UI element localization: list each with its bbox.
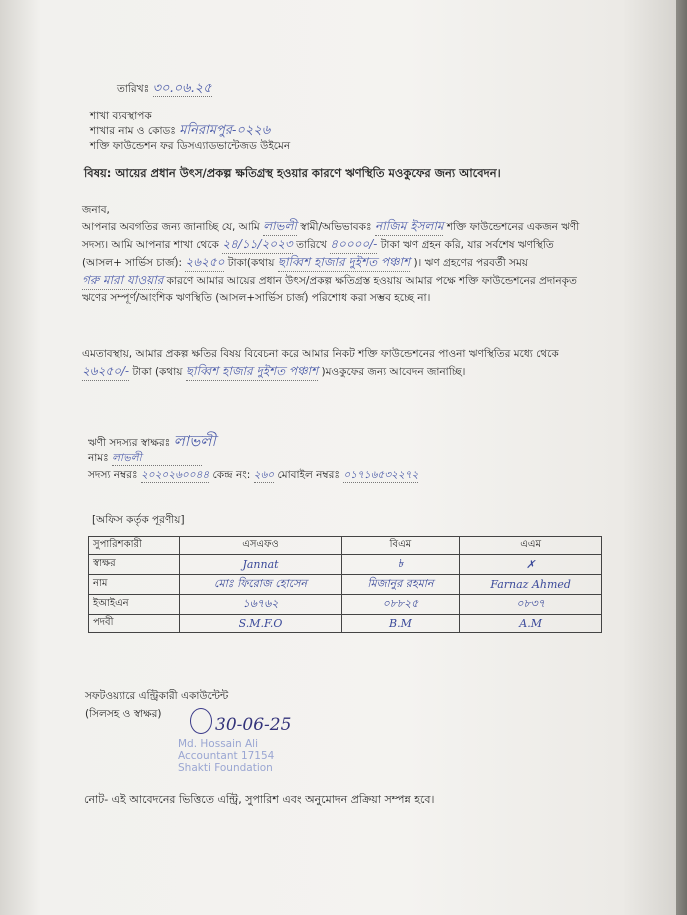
accountant-seal	[178, 738, 274, 774]
table-cell: ০৮৮২৫	[341, 595, 460, 615]
loan-amount-hw: ৪০০০০/-	[330, 236, 377, 254]
table-cell: A.M	[460, 615, 602, 633]
guardian-name-hw: নাজিম ইসলাম	[375, 218, 444, 236]
seal-line: Shakti Foundation	[178, 762, 273, 774]
member-id-line	[88, 468, 418, 483]
addressee-title: শাখা ব্যবস্থাপক	[90, 110, 152, 122]
office-recommendation-table	[88, 536, 602, 633]
date-label: তারিখঃ	[117, 83, 150, 95]
table-header: এসএফও	[180, 537, 341, 555]
entry-date: 30-06-25	[215, 715, 292, 735]
branch-value: মনিরামপুর-০২২৬	[179, 123, 271, 138]
member-name-label: নামঃ	[88, 452, 109, 464]
table-header: সুপারিশকারী	[89, 537, 180, 555]
center-number: ২৬০	[253, 469, 275, 481]
text-segment: শক্তি ফাউন্ডেশনের একজন ঋণী সদস্য। আমি আপনার শাখা থেকে	[82, 221, 580, 251]
branch-line	[90, 124, 270, 138]
member-name-line	[88, 451, 202, 466]
subject-line: বিষয়: আয়ের প্রধান উৎস/প্রকল্প ক্ষতিগ্রস্থ হওয়ার কারণে ঋণস্থিতি মওকুফের জন্য আবেদন।	[84, 166, 501, 180]
table-header: এএম	[460, 537, 602, 555]
footer-note: নোট- এই আবেদনের ভিত্তিতে এন্ট্রি, সুপারিশ এবং অনুমোদন প্রক্রিয়া সম্পন্ন হবে।	[84, 793, 435, 806]
table-cell: ০৮৩৭	[460, 595, 602, 615]
background-edge	[676, 0, 687, 915]
organization-name: শক্তি ফাউন্ডেশন ফর ডিসএ্যাডভান্টেজড উইমেন	[90, 140, 291, 152]
member-signature: লাভলী	[173, 432, 216, 450]
balance-hw: ২৬২৫০	[185, 254, 224, 272]
application-paragraph-2	[82, 346, 582, 381]
text-segment: এমতাবস্থায়, আমার প্রকল্প ক্ষতির বিষয় বিবেচনা করে আমার নিকট শক্তি ফাউন্ডেশনের পাওনা ঋণস্থিতির মধ্যে থেকে	[82, 348, 559, 360]
text-segment: কারণে আমার আয়ের প্রধান উৎস/প্রকল্প ক্ষতিগ্রস্ত হওয়ায় আমার পক্ষে শক্তি ফাউন্ডেশনের প্রদানকৃত ঋণের সম্পূর্ণ/আংশিক ঋণস্থিতি (আসল+সার্ভিস চার্জ) পরিশোধ করা সম্ভব হচ্ছে না।	[82, 275, 577, 304]
text-segment: )মওকুফের জন্য আবেদন জানাচ্ছি।	[321, 366, 466, 378]
member-id-label: সদস্য নম্বরঃ	[88, 469, 138, 481]
table-row	[89, 555, 602, 575]
table-cell: ৳	[341, 555, 460, 575]
table-cell: ১৬৭৬২	[180, 595, 341, 615]
member-name: লাভলী	[112, 451, 202, 466]
member-id: ২০২০২৬০০৪৪	[140, 469, 210, 481]
text-segment: তারিখে	[296, 239, 327, 251]
text-segment: )। ঋণ গ্রহণের পরবর্তী সময়	[413, 257, 528, 269]
table-cell: মোঃ ফিরোজ হোসেন	[180, 575, 341, 595]
seal-line: Md. Hossain Ali	[178, 738, 259, 750]
table-header: বিএম	[341, 537, 460, 555]
row-label: ইআইএন	[89, 595, 180, 615]
applicant-name-hw: লাভলী	[263, 218, 297, 236]
office-caption: [অফিস কর্তৃক পূরণীয়]	[92, 514, 185, 526]
accountant-title: সফটওয়্যারে এন্ট্রিকারী একাউন্টেন্ট	[85, 690, 229, 702]
text-segment: টাকা ঋণ গ্রহন করি, যার সর্বশেষ ঋণস্থিতি (আসল+ সার্ভিস চার্জ):	[82, 239, 554, 269]
mobile-number: ০১৭১৬৫৩২২৭২	[343, 469, 419, 481]
row-label: নাম	[89, 575, 180, 595]
mobile-label: মোবাইল নম্বরঃ	[277, 469, 340, 481]
seal-stamp-icon	[190, 708, 212, 734]
salutation: জনাব,	[82, 204, 110, 216]
table-cell: Farnaz Ahmed	[460, 575, 602, 595]
date-value: ৩০.০৬.২৫	[152, 81, 212, 96]
text-segment: আপনার অবগতির জন্য জানাচ্ছি যে, আমি	[82, 221, 260, 233]
table-row	[89, 595, 602, 615]
text-segment: টাকা (কথায়	[132, 366, 183, 378]
center-label: কেন্দ্র নং:	[212, 469, 251, 481]
table-header-row	[89, 537, 602, 555]
date-line	[117, 82, 212, 97]
seal-line: Accountant 17154	[178, 750, 275, 762]
branch-label: শাখার নাম ও কোডঃ	[90, 125, 176, 137]
member-signature-line	[88, 434, 216, 450]
table-cell: B.M	[341, 615, 460, 633]
accountant-seal-note: (সিলসহ ও স্বাক্ষর)	[85, 708, 162, 720]
table-row	[89, 615, 602, 633]
table-cell: S.M.F.O	[180, 615, 341, 633]
waiver-amount-hw: ২৬২৫০/-	[82, 363, 129, 381]
table-row	[89, 575, 602, 595]
loan-date-hw: ২৪/১১/২০২৩	[222, 236, 292, 254]
text-segment: টাকা(কথায়	[227, 257, 275, 269]
row-label: স্বাক্ষর	[89, 555, 180, 575]
table-cell: ✗	[460, 555, 602, 575]
waiver-words-hw: ছাব্বিশ হাজার দুইশত পঞ্চাশ	[186, 363, 318, 381]
text-segment: স্বামী/অভিভাবকঃ	[300, 221, 372, 233]
row-label: পদবী	[89, 615, 180, 633]
reason-hw: গরু মারা যাওয়ার	[82, 272, 163, 290]
balance-words-hw: ছাব্বিশ হাজার দুইশত পঞ্চাশ	[278, 254, 410, 272]
table-cell: Jannat	[180, 555, 341, 575]
table-cell: মিজানুর রহমান	[341, 575, 460, 595]
member-signature-label: ঋণী সদস্যর স্বাক্ষরঃ	[88, 437, 171, 449]
application-paragraph-1	[82, 218, 582, 307]
